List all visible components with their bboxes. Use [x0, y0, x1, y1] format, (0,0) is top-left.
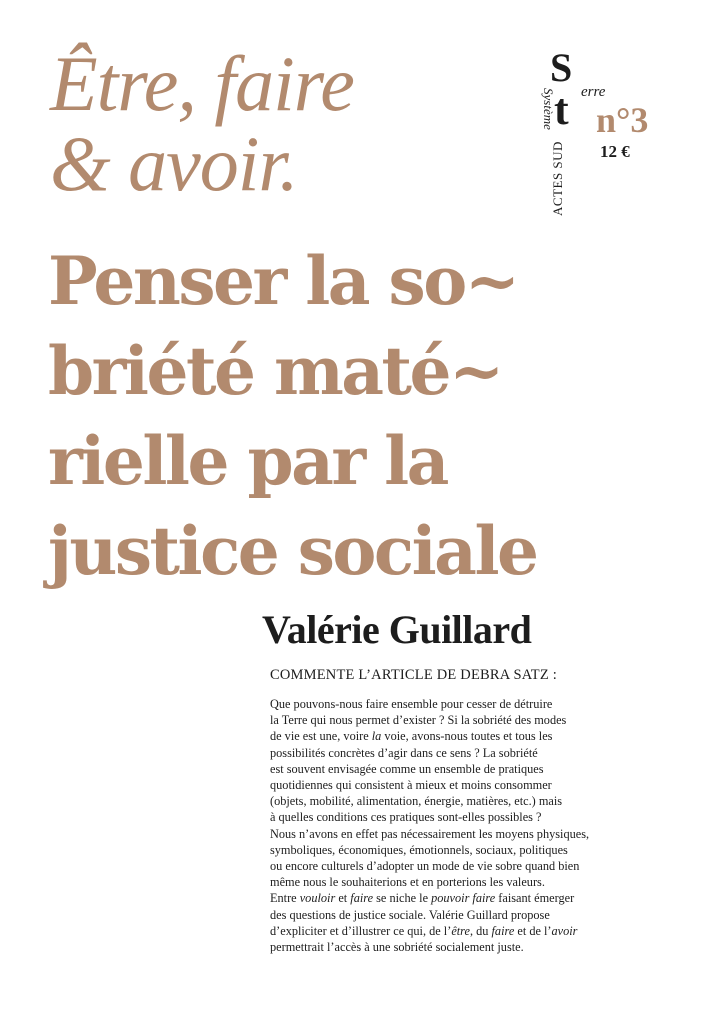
masthead-systeme: Système [541, 88, 556, 130]
publisher-name: ACTES SUD [550, 141, 565, 216]
body-text [270, 696, 610, 955]
body-line: de vie est une, voire la voie, avons-nous toutes et tous les [270, 729, 553, 744]
body-line: symboliques, économiques, émotionnels, sociaux, politiques [270, 842, 568, 857]
title-bold-line: Penser la so~ [48, 242, 518, 320]
title-bold [48, 236, 648, 596]
body-line: d’expliciter et d’illustrer ce qui, de l’être, du faire et de l’avoir [270, 923, 578, 938]
body-line: ou encore culturels d’adopter un mode de vie sobre quand bien [270, 859, 580, 874]
title-italic-line: & avoir. [50, 120, 298, 207]
title-italic [50, 40, 573, 207]
body-line: permettrait l’accès à une sobriété socialement juste. [270, 940, 524, 955]
body-line: Entre vouloir et faire se niche le pouvoir faire faisant émerger [270, 891, 575, 906]
title-italic-line: Être, faire [50, 40, 354, 127]
issue-number: n°3 [596, 100, 649, 140]
body-line: quotidiennes qui consistent à mieux et moins consommer [270, 778, 552, 793]
emphasis-text: être [451, 923, 470, 938]
emphasis-text: avoir [551, 923, 578, 938]
masthead-letter-s: S [550, 45, 573, 90]
emphasis-text: la [371, 729, 382, 744]
price: 12 € [600, 142, 630, 161]
title-bold-line: briété maté~ [48, 332, 502, 410]
masthead-letter-t: t [554, 85, 569, 134]
emphasis-text: vouloir [299, 891, 336, 906]
masthead-terre: erre [581, 84, 606, 100]
body-line: la Terre qui nous permet d’exister ? Si la sobriété des modes [270, 713, 567, 728]
title-bold-line: justice sociale [48, 512, 537, 590]
masthead [540, 45, 680, 228]
body-line: est souvent envisagée comme un ensemble de pratiques [270, 761, 544, 776]
body-line: (objets, mobilité, alimentation, énergie, matières, etc.) mais [270, 794, 563, 809]
emphasis-text: faire [350, 891, 374, 906]
emphasis-text: pouvoir faire [431, 891, 496, 906]
subtitle: COMMENTE L’ARTICLE DE DEBRA SATZ : [270, 667, 557, 683]
title-bold-line: rielle par la [48, 422, 447, 500]
body-line: à quelles conditions ces pratiques sont-elles possibles ? [270, 810, 542, 825]
body-line: des questions de justice sociale. Valérie Guillard propose [270, 907, 550, 922]
emphasis-text: faire [491, 923, 515, 938]
body-line: Que pouvons-nous faire ensemble pour cesser de détruire [270, 697, 553, 711]
body-line: Nous n’avons en effet pas nécessairement les moyens physiques, [270, 826, 590, 841]
author-name: Valérie Guillard [262, 607, 532, 652]
body-line: même nous le souhaiterions et en porterions les valeurs. [270, 875, 545, 890]
body-line: possibilités concrètes d’agir dans ce sens ? La sobriété [270, 745, 538, 760]
